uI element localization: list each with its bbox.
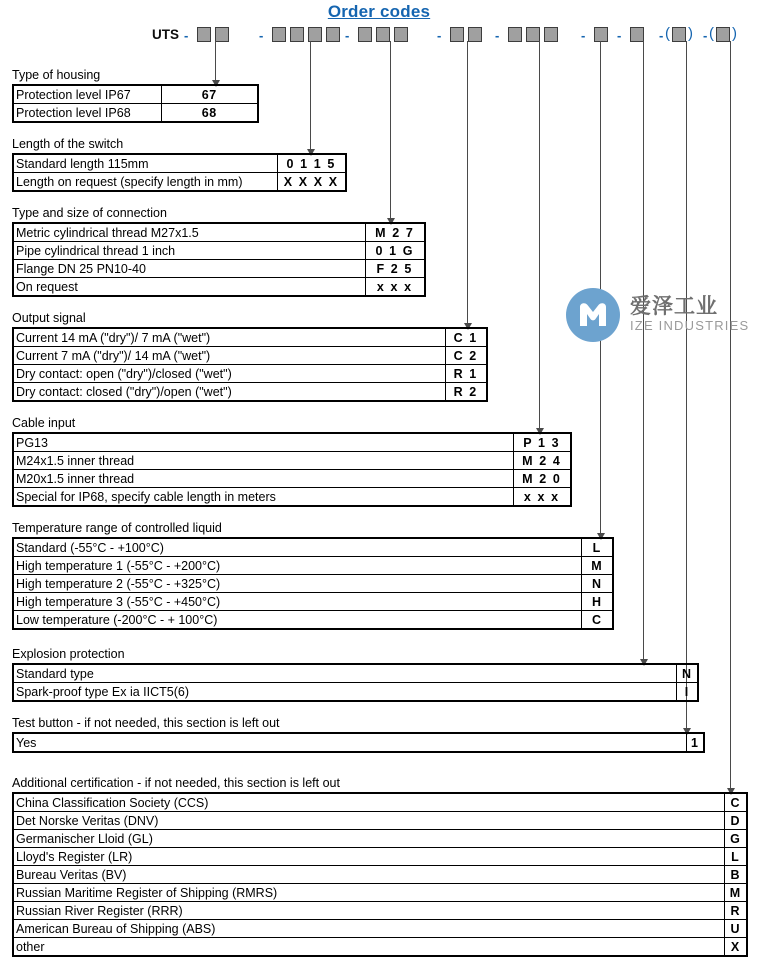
section-1 (12, 137, 347, 192)
connector-arrow-test-button (686, 41, 687, 734)
connector-arrow-type-and-size-of-connection (390, 41, 391, 224)
connector-arrow-explosion-protection (643, 41, 644, 665)
order-code-box-cable-input[interactable] (544, 27, 558, 42)
option-description: Standard type (13, 664, 676, 683)
order-code-box-output-signal[interactable] (450, 27, 464, 42)
option-code: B (724, 866, 747, 884)
section-label: Explosion protection (12, 647, 125, 661)
order-code-close-paren: ) (688, 25, 693, 42)
section-label: Test button - if not needed, this section is left out (12, 716, 280, 730)
order-code-box-length-of-switch[interactable] (290, 27, 304, 42)
option-description: M20x1.5 inner thread (13, 470, 513, 488)
option-code: L (724, 848, 747, 866)
option-description: Russian Maritime Register of Shipping (RMRS) (13, 884, 724, 902)
table-row[interactable] (13, 242, 425, 260)
option-description: Det Norske Veritas (DNV) (13, 812, 724, 830)
table-row[interactable] (13, 593, 613, 611)
option-code: H (581, 593, 613, 611)
table-row[interactable] (13, 488, 571, 507)
table-row[interactable] (13, 173, 346, 192)
table-row[interactable] (13, 866, 747, 884)
table-row[interactable] (13, 920, 747, 938)
order-code-box-cable-input[interactable] (526, 27, 540, 42)
order-code-prefix: UTS (152, 27, 179, 42)
section-table (12, 222, 426, 297)
section-label: Output signal (12, 311, 86, 325)
connector-arrow-temperature-range (600, 41, 601, 539)
order-code-separator: - (259, 28, 264, 43)
option-description: On request (13, 278, 365, 297)
option-code: R (724, 902, 747, 920)
option-code: D (724, 812, 747, 830)
order-code-box-type-and-size-of-connection[interactable] (394, 27, 408, 42)
table-row[interactable] (13, 938, 747, 957)
section-label: Type and size of connection (12, 206, 167, 220)
connector-arrow-output-signal (467, 41, 468, 329)
option-description: Current 7 mA ("dry")/ 14 mA ("wet") (13, 347, 445, 365)
option-description: Flange DN 25 PN10-40 (13, 260, 365, 278)
order-code-open-paren: ( (709, 25, 714, 42)
option-description: Low temperature (-200°C - + 100°C) (13, 611, 581, 630)
section-table (12, 792, 748, 957)
section-table (12, 153, 347, 192)
section-8 (12, 776, 748, 957)
option-description: other (13, 938, 724, 957)
section-table (12, 432, 572, 507)
option-code: G (724, 830, 747, 848)
table-row[interactable] (13, 884, 747, 902)
table-row[interactable] (13, 733, 704, 752)
option-code: M (581, 557, 613, 575)
order-code-separator: - (437, 28, 442, 43)
option-description: Yes (13, 733, 686, 752)
option-code: 67 (161, 85, 258, 104)
section-table (12, 327, 488, 402)
option-description: Lloyd's Register (LR) (13, 848, 724, 866)
option-description: Standard (-55°C - +100°C) (13, 538, 581, 557)
order-code-box-additional-certification[interactable] (716, 27, 730, 42)
option-code: C 2 (445, 347, 487, 365)
option-description: High temperature 1 (-55°C - +200°C) (13, 557, 581, 575)
section-label: Type of housing (12, 68, 101, 82)
option-description: American Bureau of Shipping (ABS) (13, 920, 724, 938)
table-row[interactable] (13, 223, 425, 242)
option-code: X (724, 938, 747, 957)
option-code: M 2 7 (365, 223, 425, 242)
order-code-box-temperature-range[interactable] (594, 27, 608, 42)
table-row[interactable] (13, 154, 346, 173)
order-code-close-paren: ) (732, 25, 737, 42)
option-description: Dry contact: open ("dry")/closed ("wet") (13, 365, 445, 383)
order-code-box-length-of-switch[interactable] (272, 27, 286, 42)
option-code: M 2 0 (513, 470, 571, 488)
table-row[interactable] (13, 902, 747, 920)
option-description: Protection level IP68 (13, 104, 161, 123)
section-label: Additional certification - if not needed, this section is left out (12, 776, 340, 790)
section-label: Length of the switch (12, 137, 124, 151)
option-code: 0 1 G (365, 242, 425, 260)
order-code-box-cable-input[interactable] (508, 27, 522, 42)
option-description: Special for IP68, specify cable length in meters (13, 488, 513, 507)
order-code-separator: - (703, 28, 708, 43)
order-code-separator: - (617, 28, 622, 43)
option-code: M (724, 884, 747, 902)
table-row[interactable] (13, 383, 487, 402)
section-7 (12, 716, 705, 753)
table-row[interactable] (13, 683, 698, 702)
order-code-box-output-signal[interactable] (468, 27, 482, 42)
section-table (12, 663, 699, 702)
table-row[interactable] (13, 347, 487, 365)
order-code-separator: - (184, 28, 189, 43)
table-row[interactable] (13, 611, 613, 630)
option-code: P 1 3 (513, 433, 571, 452)
option-code: R 1 (445, 365, 487, 383)
table-row[interactable] (13, 85, 258, 104)
option-description: High temperature 3 (-55°C - +450°C) (13, 593, 581, 611)
watermark-chinese-text: 爱泽工业 (630, 295, 718, 318)
ize-logo-icon (566, 288, 620, 342)
option-code: N (581, 575, 613, 593)
option-code: M 2 4 (513, 452, 571, 470)
section-2 (12, 206, 426, 297)
option-code: 68 (161, 104, 258, 123)
section-label: Temperature range of controlled liquid (12, 521, 222, 535)
option-description: Current 14 mA ("dry")/ 7 mA ("wet") (13, 328, 445, 347)
table-row[interactable] (13, 365, 487, 383)
option-description: Germanischer Lloid (GL) (13, 830, 724, 848)
order-code-separator: - (495, 28, 500, 43)
section-table (12, 537, 614, 630)
table-row[interactable] (13, 260, 425, 278)
option-description: M24x1.5 inner thread (13, 452, 513, 470)
table-row[interactable] (13, 812, 747, 830)
option-description: Russian River Register (RRR) (13, 902, 724, 920)
option-description: China Classification Society (CCS) (13, 793, 724, 812)
option-code: I (676, 683, 698, 702)
order-code-open-paren: ( (665, 25, 670, 42)
table-row[interactable] (13, 328, 487, 347)
option-code: R 2 (445, 383, 487, 402)
section-6 (12, 647, 699, 702)
option-description: Metric cylindrical thread M27x1.5 (13, 223, 365, 242)
connector-arrow-cable-input (539, 41, 540, 434)
page-title: Order codes (327, 2, 431, 21)
option-description: Bureau Veritas (BV) (13, 866, 724, 884)
option-code: C 1 (445, 328, 487, 347)
table-row[interactable] (13, 278, 425, 297)
order-code-box-explosion-protection[interactable] (630, 27, 644, 42)
option-description: Protection level IP67 (13, 85, 161, 104)
order-code-pattern (0, 25, 758, 47)
option-description: Length on request (specify length in mm) (13, 173, 277, 192)
order-code-box-length-of-switch[interactable] (308, 27, 322, 42)
table-row[interactable] (13, 575, 613, 593)
watermark-english-text: IZE INDUSTRIES (630, 318, 750, 333)
option-code: N (676, 664, 698, 683)
connector-arrow-additional-certification (730, 41, 731, 794)
option-code: X X X X (277, 173, 346, 192)
section-5 (12, 521, 614, 630)
table-row[interactable] (13, 433, 571, 452)
order-code-box-test-button[interactable] (672, 27, 686, 42)
table-row[interactable] (13, 538, 613, 557)
section-table (12, 84, 259, 123)
order-code-separator: - (345, 28, 350, 43)
table-row[interactable] (13, 470, 571, 488)
table-row[interactable] (13, 104, 258, 123)
table-row[interactable] (13, 793, 747, 812)
table-row[interactable] (13, 848, 747, 866)
watermark (566, 288, 750, 344)
table-row[interactable] (13, 557, 613, 575)
option-code: F 2 5 (365, 260, 425, 278)
table-row[interactable] (13, 452, 571, 470)
order-code-box-type-of-housing[interactable] (215, 27, 229, 42)
order-code-box-type-of-housing[interactable] (197, 27, 211, 42)
option-code: 0 1 1 5 (277, 154, 346, 173)
option-description: Pipe cylindrical thread 1 inch (13, 242, 365, 260)
option-code: L (581, 538, 613, 557)
option-code: C (581, 611, 613, 630)
section-4 (12, 416, 572, 507)
option-description: Dry contact: closed ("dry")/open ("wet") (13, 383, 445, 402)
option-description: High temperature 2 (-55°C - +325°C) (13, 575, 581, 593)
option-code: x x x (365, 278, 425, 297)
order-code-box-type-and-size-of-connection[interactable] (376, 27, 390, 42)
option-code: x x x (513, 488, 571, 507)
table-row[interactable] (13, 830, 747, 848)
order-code-box-length-of-switch[interactable] (326, 27, 340, 42)
order-code-separator: - (659, 28, 664, 43)
order-code-separator: - (581, 28, 586, 43)
option-code: 1 (686, 733, 704, 752)
section-0 (12, 68, 259, 123)
section-table (12, 732, 705, 753)
option-description: Spark-proof type Ex ia IICT5(6) (13, 683, 676, 702)
table-row[interactable] (13, 664, 698, 683)
option-code: C (724, 793, 747, 812)
section-3 (12, 311, 488, 402)
option-description: PG13 (13, 433, 513, 452)
order-code-box-type-and-size-of-connection[interactable] (358, 27, 372, 42)
option-code: U (724, 920, 747, 938)
section-label: Cable input (12, 416, 76, 430)
option-description: Standard length 115mm (13, 154, 277, 173)
